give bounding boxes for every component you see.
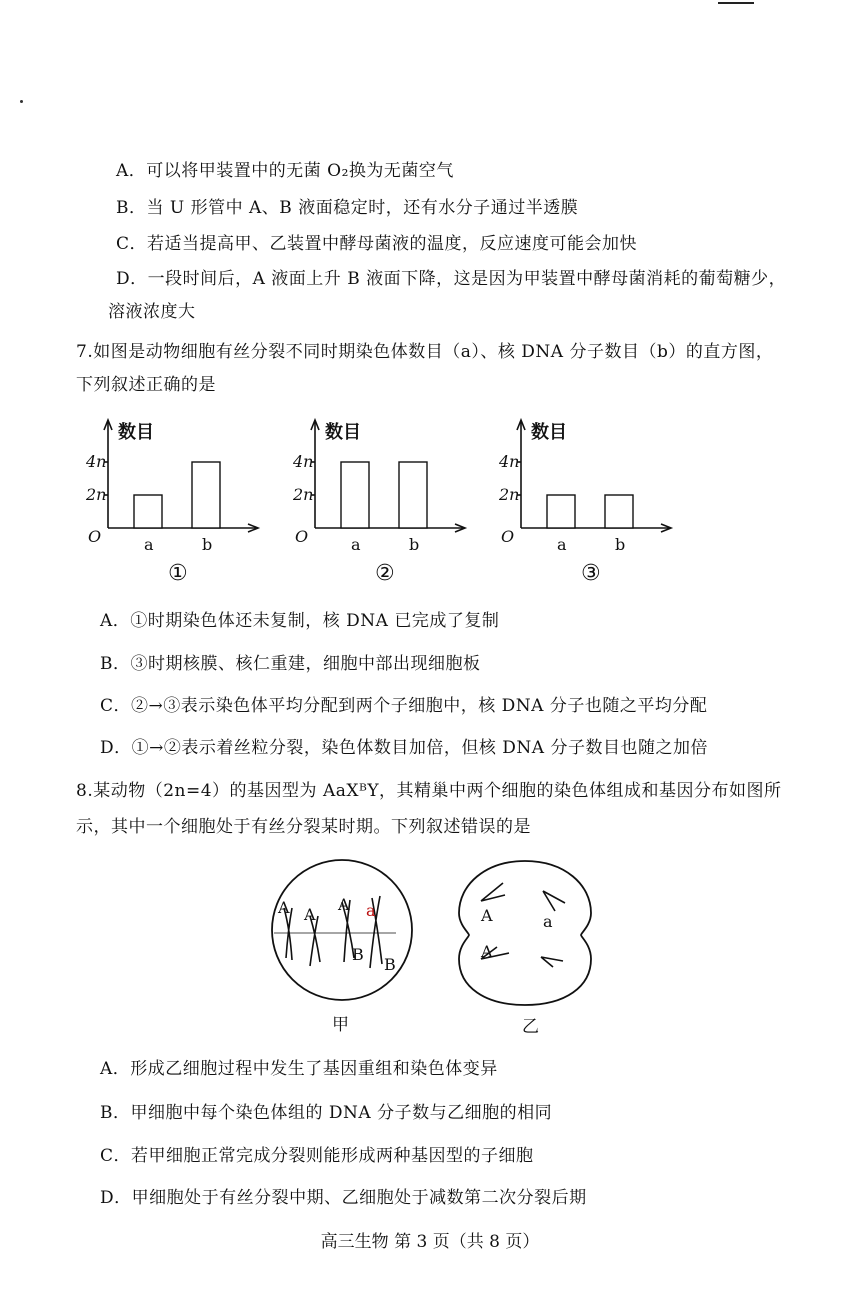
q8-option-c: C．若甲细胞正常完成分裂则能形成两种基因型的子细胞 xyxy=(100,1146,534,1166)
chart-2-origin: O xyxy=(295,527,309,546)
chart-2-tick-label-4n: 4n xyxy=(293,452,314,471)
gene-yi-1: A xyxy=(481,906,493,925)
scan-mark xyxy=(718,2,754,4)
chart-3-tick-label-2n: 2n xyxy=(499,485,520,504)
q8-stem-line1: 8.某动物（2n=4）的基因型为 AaXᴮY，其精巢中两个细胞的染色体组成和基因分布如图所 xyxy=(76,781,782,801)
chart-1-origin: O xyxy=(88,527,102,546)
gene-jia-1: A xyxy=(278,898,290,917)
cell-jia-label: 甲 xyxy=(332,1015,350,1035)
chart-3-panel-label: ③ xyxy=(581,561,601,586)
gene-jia-4: a xyxy=(366,901,376,920)
page-footer: 高三生物 第 3 页（共 8 页） xyxy=(320,1232,540,1252)
chart-1-panel-label: ① xyxy=(168,561,188,586)
chart-3-cat-a: a xyxy=(557,535,567,554)
q7-stem-line1: 7.如图是动物细胞有丝分裂不同时期染色体数目（a）、核 DNA 分子数目（b）的直方图， xyxy=(76,342,774,362)
chromosome-yi-4 xyxy=(541,957,563,967)
chromosome-yi-1 xyxy=(481,883,505,901)
gene-jia-6: B xyxy=(384,955,396,974)
cell-yi-diagram xyxy=(455,855,605,1015)
q6-option-c: C．若适当提高甲、乙装置中酵母菌液的温度，反应速度可能会加快 xyxy=(116,234,638,254)
chart-3-tick-label-4n: 4n xyxy=(499,452,520,471)
chart-2-bar-a xyxy=(341,462,369,528)
q8-stem-line2: 示，其中一个细胞处于有丝分裂某时期。下列叙述错误的是 xyxy=(76,817,531,837)
chart-1-bar-b xyxy=(192,462,220,528)
scan-dot xyxy=(20,100,23,103)
gene-yi-3: A xyxy=(481,942,493,961)
q6-option-d-line1: D．一段时间后，A 液面上升 B 液面下降，这是因为甲装置中酵母菌消耗的葡萄糖少， xyxy=(116,269,787,289)
chart-3-bar-b xyxy=(605,495,633,528)
cell-yi-label: 乙 xyxy=(522,1017,540,1037)
gene-jia-2: A xyxy=(304,905,316,924)
chromosome-yi-2 xyxy=(543,891,565,911)
chart-2-y-label: 数目 xyxy=(325,422,361,443)
gene-yi-2: a xyxy=(543,912,553,931)
q6-option-d-line2: 溶液浓度大 xyxy=(108,302,196,322)
chart-1-cat-b: b xyxy=(202,535,213,554)
chart-3-y-label: 数目 xyxy=(531,422,567,443)
chart-2-cat-a: a xyxy=(351,535,361,554)
q7-option-a: A．①时期染色体还未复制，核 DNA 已完成了复制 xyxy=(100,611,500,631)
chart-1-tick-label-4n: 4n xyxy=(86,452,107,471)
chart-3-origin: O xyxy=(501,527,515,546)
chart-2-panel-label: ② xyxy=(375,561,395,586)
gene-jia-5: B xyxy=(352,945,364,964)
q7-histograms xyxy=(0,410,860,590)
chart-1-tick-label-2n: 2n xyxy=(86,485,107,504)
chart-2-tick-label-2n: 2n xyxy=(293,485,314,504)
gene-jia-3: A xyxy=(338,895,350,914)
q8-option-a: A．形成乙细胞过程中发生了基因重组和染色体变异 xyxy=(100,1059,498,1079)
chart-1-cat-a: a xyxy=(144,535,154,554)
q6-option-b: B．当 U 形管中 A、B 液面稳定时，还有水分子通过半透膜 xyxy=(116,198,579,218)
q7-option-c: C．②→③表示染色体平均分配到两个子细胞中，核 DNA 分子也随之平均分配 xyxy=(100,696,708,716)
chart-3-cat-b: b xyxy=(615,535,626,554)
q7-stem-line2: 下列叙述正确的是 xyxy=(76,375,216,395)
chart-3-bar-a xyxy=(547,495,575,528)
cell-yi-membrane xyxy=(459,861,591,1005)
cell-jia-membrane xyxy=(272,860,412,1000)
q6-option-a: A．可以将甲装置中的无菌 O₂换为无菌空气 xyxy=(116,161,454,181)
q7-option-d: D．①→②表示着丝粒分裂，染色体数目加倍，但核 DNA 分子数目也随之加倍 xyxy=(100,738,708,758)
chart-1-y-label: 数目 xyxy=(118,422,154,443)
chart-2-cat-b: b xyxy=(409,535,420,554)
chart-1-bar-a xyxy=(134,495,162,528)
cell-jia-diagram xyxy=(270,858,430,1018)
chart-2-bar-b xyxy=(399,462,427,528)
q7-option-b: B．③时期核膜、核仁重建，细胞中部出现细胞板 xyxy=(100,654,481,674)
q8-option-d: D．甲细胞处于有丝分裂中期、乙细胞处于减数第二次分裂后期 xyxy=(100,1188,587,1208)
q8-option-b: B．甲细胞中每个染色体组的 DNA 分子数与乙细胞的相同 xyxy=(100,1103,553,1123)
